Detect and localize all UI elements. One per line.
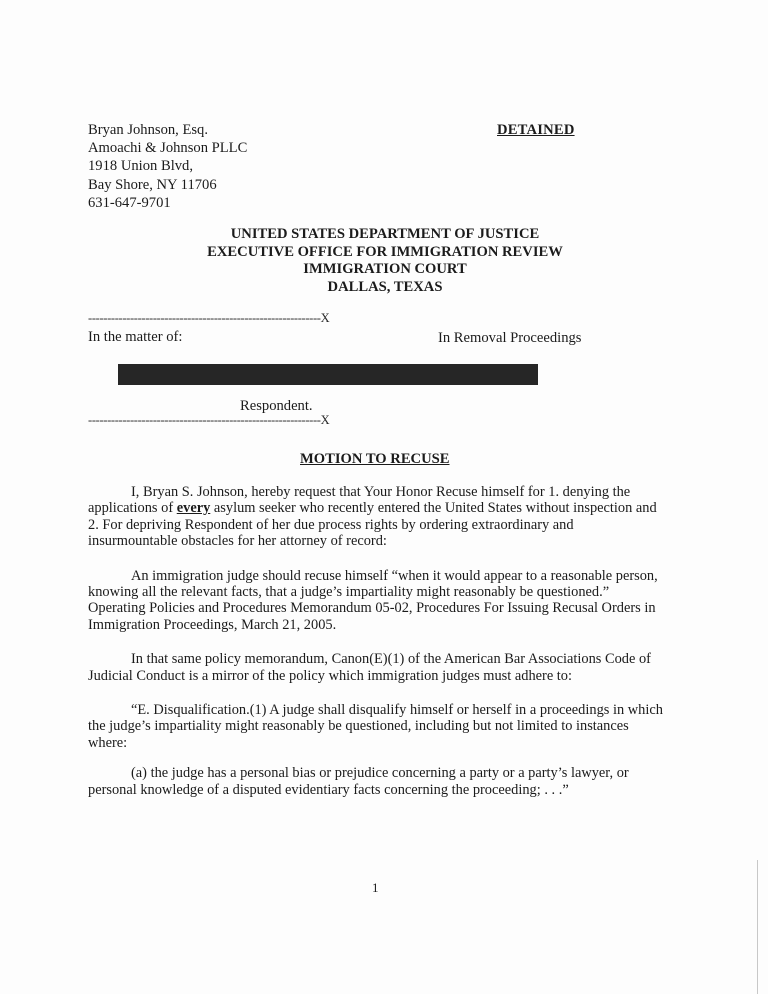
court-line-4: DALLAS, TEXAS xyxy=(327,278,443,295)
attorney-firm: Amoachi & Johnson PLLC xyxy=(88,140,248,157)
paragraph-3: In that same policy memorandum, Canon(E)(1) of the American Bar Associations Code of Judicial Conduct is a mirror of the policy which immigration judges must adhere to: xyxy=(88,651,651,684)
attorney-phone: 631-647-9701 xyxy=(88,194,171,211)
paragraph-5-quote: (a) the judge has a personal bias or prejudice concerning a party or a party’s lawyer, or personal knowledge of a disputed evidentiary facts concerning the proceeding; . . .” xyxy=(88,765,629,798)
paragraph-2: An immigration judge should recuse himself “when it would appear to a reasonable person, knowing all the relevant facts, that a judge’s impartiality might reasonably be questioned.” Operating Policies and Procedures Memorandum 05-02, Procedures For Issuing Recusal Orders in Immigration Proceedings, March 21, 2005. xyxy=(88,567,658,633)
paragraph-1-start: I, Bryan S. Johnson, hereby request that Your Honor Recuse himself for 1. denying the applications of xyxy=(88,484,631,517)
caption-separator-top: -------------------------------------------------------------X xyxy=(88,311,330,325)
matter-label: In the matter of: xyxy=(88,329,183,345)
detained-status: DETAINED xyxy=(497,122,575,138)
paragraph-1-emphasis: every xyxy=(176,500,211,517)
paragraph-4-quote: “E. Disqualification.(1) A judge shall disqualify himself or herself in a proceedings in which the judge’s impartiality might reasonably be questioned, including but not limited to instances where: xyxy=(88,702,663,751)
attorney-address-block xyxy=(88,121,247,212)
page-number: 1 xyxy=(372,880,379,895)
court-line-2: EXECUTIVE OFFICE FOR IMMIGRATION REVIEW xyxy=(207,243,563,260)
paragraph-1 xyxy=(88,484,663,550)
attorney-street: 1918 Union Blvd, xyxy=(88,158,193,175)
caption-separator-bottom: -------------------------------------------------------------X xyxy=(88,413,330,427)
court-line-1: UNITED STATES DEPARTMENT OF JUSTICE xyxy=(230,226,540,242)
scan-edge-line xyxy=(757,860,758,994)
paragraph-1-end: asylum seeker who recently entered the United States without inspection and 2. For depriving Respondent of her due process rights by ordering extraordinary and insurmountable obstacles for her attorney of record: xyxy=(88,500,657,550)
attorney-city: Bay Shore, NY 11706 xyxy=(88,176,217,193)
motion-body xyxy=(88,484,663,816)
motion-title: MOTION TO RECUSE xyxy=(300,451,450,467)
proceedings-label: In Removal Proceedings xyxy=(438,330,582,346)
attorney-name: Bryan Johnson, Esq. xyxy=(88,122,208,138)
court-line-3: IMMIGRATION COURT xyxy=(303,261,467,278)
respondent-label: Respondent. xyxy=(240,398,313,414)
redaction-bar xyxy=(118,364,538,385)
court-heading xyxy=(180,226,590,296)
